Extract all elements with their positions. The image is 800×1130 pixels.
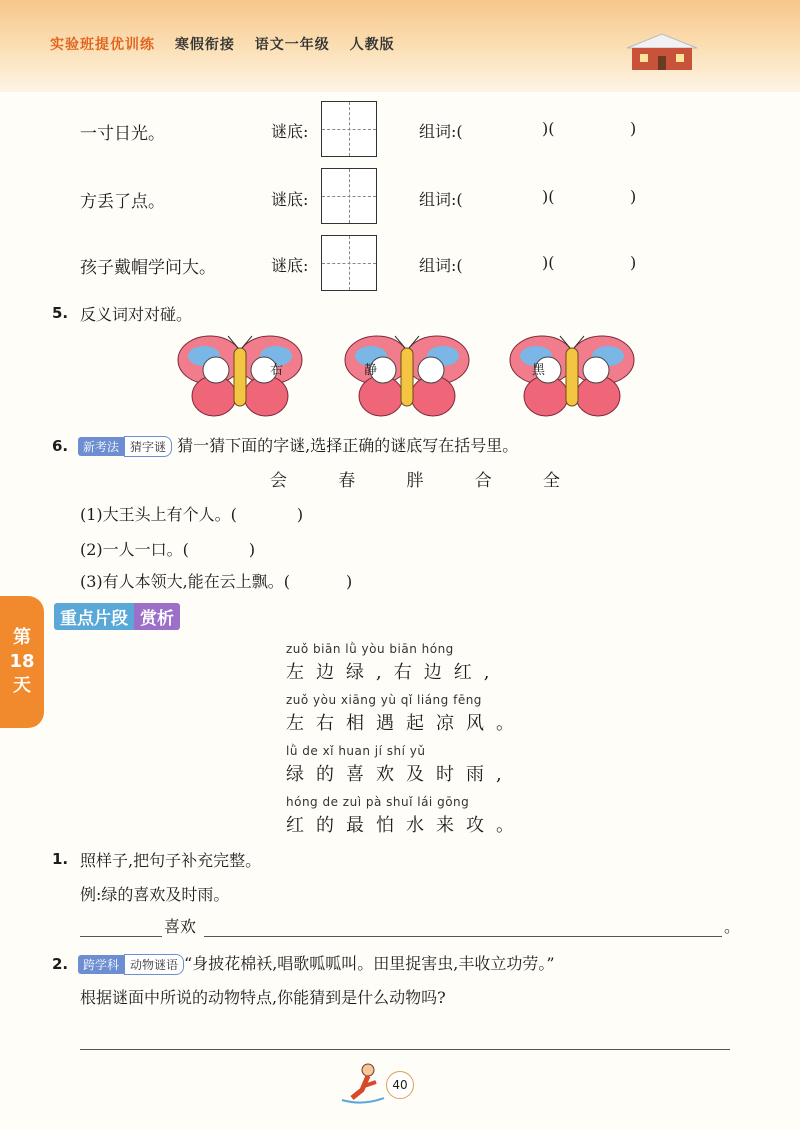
poem-text: 左右相遇起凉风。 xyxy=(286,713,526,734)
words-end: ) xyxy=(630,187,637,206)
answer-box[interactable] xyxy=(321,168,377,224)
sub-question-3 xyxy=(80,569,352,592)
answer-line[interactable] xyxy=(204,936,722,937)
words-label: 组词:( xyxy=(419,122,463,141)
words-label: 组词:( xyxy=(419,190,463,209)
answer-line[interactable] xyxy=(80,1049,730,1050)
close-paren: ) xyxy=(248,540,256,559)
question-number: 2. xyxy=(52,955,69,973)
words-end: ) xyxy=(630,253,637,272)
option-char: 春 xyxy=(338,471,356,491)
question-text: 根据谜面中所说的动物特点,你能猜到是什么动物吗? xyxy=(80,988,446,1007)
section-title-sub: 赏析 xyxy=(134,603,180,630)
question-number: 1. xyxy=(52,850,69,868)
day-tab xyxy=(0,596,44,728)
antonym-char: 黑 xyxy=(532,363,546,378)
day-tab-line3: 天 xyxy=(13,675,31,696)
example-text: 例:绿的喜欢及时雨。 xyxy=(80,885,230,904)
question-number: 5. xyxy=(52,304,69,322)
riddle-options xyxy=(270,466,560,491)
poem-text: 红的最怕水来攻。 xyxy=(286,815,526,836)
question-6-line xyxy=(78,433,518,457)
sub-question-text: (3)有人本领大,能在云上飘。( xyxy=(80,572,290,591)
antonym-char: 右 xyxy=(270,363,284,378)
header-segment: 寒假衔接 xyxy=(174,37,235,53)
page-number: 40 xyxy=(386,1071,414,1099)
section-title-main: 重点片段 xyxy=(54,603,134,630)
header-subject: 语文一年级 xyxy=(254,37,330,53)
tag-riddle: 猜字谜 xyxy=(124,436,172,457)
answer-box[interactable] xyxy=(321,101,377,157)
close-paren: ) xyxy=(296,505,304,524)
page-header xyxy=(0,0,800,92)
question-text: 猜一猜下面的字谜,选择正确的谜底写在括号里。 xyxy=(177,436,519,455)
sentence-end: 。 xyxy=(724,917,741,936)
answer-label: 谜底: xyxy=(271,122,309,141)
words-mid: )( xyxy=(542,187,555,206)
option-char: 全 xyxy=(543,471,560,491)
day-tab-line2: 18 xyxy=(9,651,35,672)
header-edition: 人教版 xyxy=(349,37,395,53)
tag-new-method: 新考法 xyxy=(78,437,124,456)
sub-question-text: (2)一人一口。( xyxy=(80,540,189,559)
riddle-text: 一寸日光。 xyxy=(80,124,165,144)
poem-line xyxy=(286,642,501,684)
poem-pinyin: zuǒ yòu xiāng yù qǐ liáng fēng xyxy=(286,693,482,707)
poem-text: 绿的喜欢及时雨, xyxy=(286,764,514,785)
question-number: 6. xyxy=(52,437,69,455)
poem-text: 左边绿,右边红, xyxy=(286,662,502,683)
header-title xyxy=(50,34,409,54)
riddle-text: 方丢了点。 xyxy=(80,192,165,212)
poem-pinyin: zuǒ biān lǜ yòu biān hóng xyxy=(286,642,454,656)
answer-label: 谜底: xyxy=(271,256,309,275)
poem-line xyxy=(286,693,526,735)
day-tab-line1: 第 xyxy=(13,627,31,648)
words-label: 组词:( xyxy=(419,256,463,275)
question-2-line xyxy=(78,951,555,975)
poem-line xyxy=(286,795,526,837)
riddle-text: 孩子戴帽学问大。 xyxy=(80,258,216,278)
poem-pinyin: hóng de zuì pà shuǐ lái gōng xyxy=(286,795,470,809)
sub-question-2 xyxy=(80,537,255,560)
tag-animal-riddle: 动物谜语 xyxy=(124,954,184,975)
antonym-char: 静 xyxy=(364,363,378,378)
butterfly-icon-3 xyxy=(508,334,636,420)
butterfly-icon-1 xyxy=(176,334,304,420)
answer-box[interactable] xyxy=(321,235,377,291)
sub-question-text: (1)大王头上有个人。( xyxy=(80,505,237,524)
close-paren: ) xyxy=(346,572,353,591)
house-icon xyxy=(622,32,702,72)
words-end: ) xyxy=(630,119,637,138)
fill-word: 喜欢 xyxy=(164,917,197,936)
question-text: 照样子,把句子补充完整。 xyxy=(80,851,262,870)
answer-line[interactable] xyxy=(80,936,162,937)
answer-label: 谜底: xyxy=(271,190,309,209)
words-mid: )( xyxy=(542,253,555,272)
skater-icon xyxy=(338,1062,388,1104)
option-char: 合 xyxy=(474,471,492,491)
sub-question-1 xyxy=(80,502,303,525)
header-series: 实验班提优训练 xyxy=(50,37,155,53)
riddle-quote: “身披花棉袄,唱歌呱呱叫。田里捉害虫,丰收立功劳。” xyxy=(184,954,555,973)
words-mid: )( xyxy=(542,119,555,138)
poem-pinyin: lǜ de xǐ huan jí shí yǔ xyxy=(286,744,426,758)
tag-cross-subject: 跨学科 xyxy=(78,955,124,974)
poem-line xyxy=(286,744,514,786)
option-char: 胖 xyxy=(406,471,424,491)
question-text: 反义词对对碰。 xyxy=(80,305,193,324)
option-char: 会 xyxy=(270,471,287,491)
section-title xyxy=(54,603,180,629)
butterfly-icon-2 xyxy=(343,334,471,420)
